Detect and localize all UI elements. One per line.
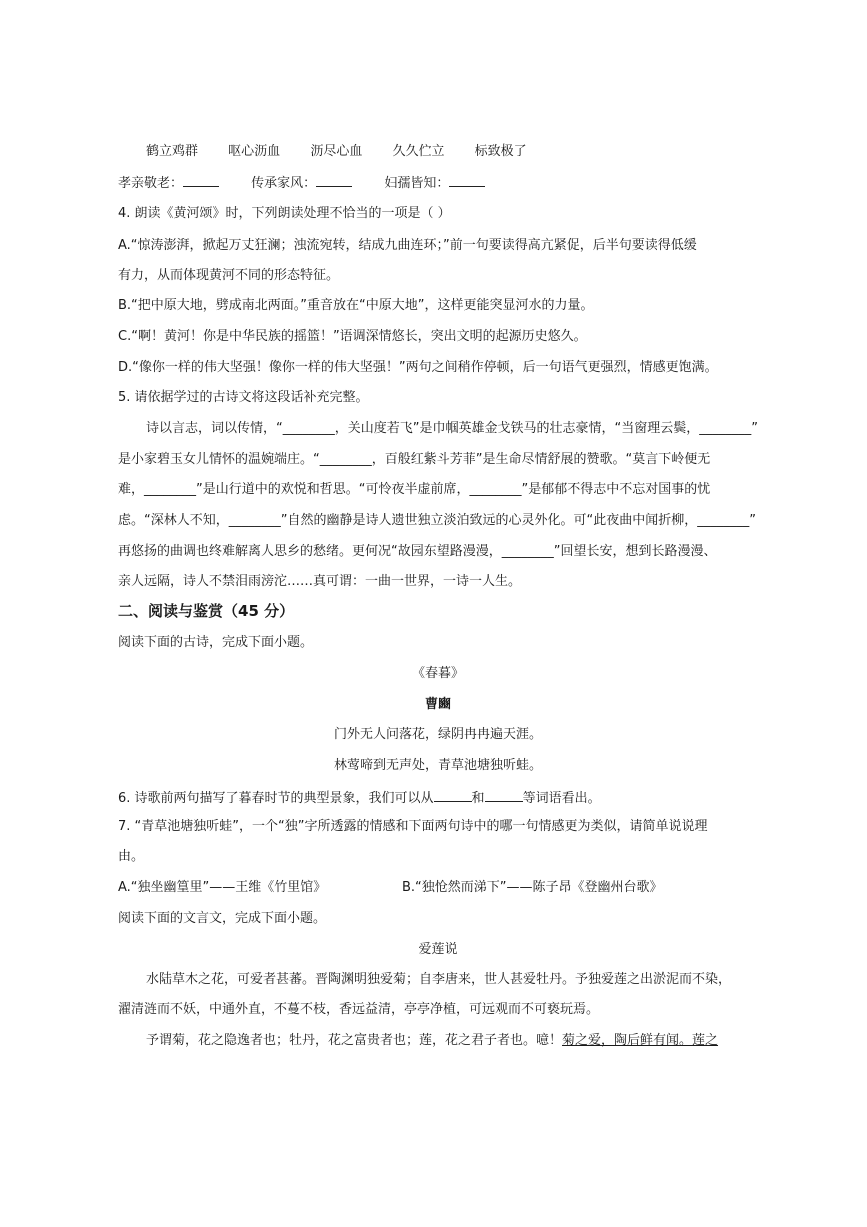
q6 [118,788,758,808]
q6-blank-2[interactable] [485,788,523,802]
prose-paragraph-1-line-2: 濯清涟而不妖，中通外直，不蔓不枝，香远益清，亭亭净植，可远观而不可亵玩焉。 [118,1002,600,1017]
q4-option-b: B.“把中原大地，劈成南北两面。”重音放在“中原大地”，这样更能突显河水的力量。 [118,298,594,313]
poem-author: 曹豳 [424,697,451,712]
fill-label-2: 传承家风： [251,176,317,191]
q6-pre: 6. 诗歌前两句描写了暮春时节的典型景象，我们可以从 [118,791,434,806]
q4-option-a-line2: 有力，从而体现黄河不同的形态特征。 [118,268,340,283]
idiom-1: 鹤立鸡群 [146,144,199,159]
fill-label-3: 妇孺皆知： [384,176,450,191]
idiom-4: 久久伫立 [392,144,445,159]
q6-mid: 和 [471,791,485,806]
q4-option-a-line1: A.“惊涛澎湃，掀起万丈狂澜；浊流宛转，结成九曲连环；”前一句要读得高亢紧促，后半句要读得低缓 [118,238,697,253]
section-2-title: 二、阅读与鉴赏（45 分） [118,602,295,620]
idiom-row [146,143,786,161]
fill-label-1: 孝亲敬老： [118,176,184,191]
q4-option-c: C.“啊！黄河！你是中华民族的摇篮！”语调深情悠长，突出文明的起源历史悠久。 [118,329,587,344]
q6-post: 等词语看出。 [522,791,601,806]
prose-p2-plain: 予谓菊，花之隐逸者也；牡丹，花之富贵者也；莲，花之君子者也。噫！ [146,1033,563,1048]
idiom-2: 呕心沥血 [228,144,281,159]
q4-option-d: D.“像你一样的伟大坚强！像你一样的伟大坚强！”两句之间稍作停顿，后一句语气更强烈，情感更饱满。 [118,360,718,375]
poem-line-2: 林莺啼到无声处，青草池塘独听蛙。 [333,758,542,773]
q7-option-a: A.“独坐幽篁里”——王维《竹里馆》 [118,880,327,895]
q5-line-3: 难，________”是山行道中的欢悦和哲思。“可怜夜半虚前席，________”是郁郁不得志中不忘对国事的忧 [118,482,711,497]
q7-line-2: 由。 [118,849,145,864]
poem-line-1: 门外无人问落花，绿阴冉冉遍天涯。 [333,727,542,742]
prose-title: 爱莲说 [418,942,458,957]
idiom-fill-row [118,174,758,193]
q7-line-1: 7. “青草池塘独听蛙”，一个“独”字所透露的情感和下面两句诗中的哪一句情感更为类似，请简单说说理 [118,819,708,834]
q5-stem: 5. 请依据学过的古诗文将这段话补充完整。 [118,390,369,405]
fill-blank-3[interactable] [449,174,485,187]
q7-option-b: B.“独怆然而涕下”——陈子昂《登幽州台歌》 [402,880,663,895]
q5-line-2: 是小家碧玉女儿情怀的温婉端庄。“________，百般红紫斗芳菲”是生命尽情舒展的赞歌。“莫言下岭便无 [118,452,711,467]
fill-blank-1[interactable] [183,174,219,187]
idiom-5: 标致极了 [474,144,527,159]
prose-intro: 阅读下面的文言文，完成下面小题。 [118,911,327,926]
prose-p2-underlined: 菊之爱，陶后鲜有闻。莲之 [562,1033,719,1048]
prose-paragraph-1-line-1: 水陆草木之花，可爱者甚蕃。晋陶渊明独爱菊；自李唐来，世人甚爱牡丹。予独爱莲之出淤泥而不染， [146,972,732,987]
q7-options [118,879,758,897]
idiom-3: 沥尽心血 [310,144,363,159]
poem-intro: 阅读下面的古诗，完成下面小题。 [118,635,314,650]
q6-blank-1[interactable] [434,788,472,802]
q4-stem: 4. 朗读《黄河颂》时，下列朗读处理不恰当的一项是（ ） [118,206,451,221]
fill-blank-2[interactable] [316,174,352,187]
q5-line-5: 再悠扬的曲调也终难解离人思乡的愁绪。更何况“故园东望路漫漫，________”回望长安，想到长路漫漫、 [118,544,717,559]
q5-line-1: 诗以言志，词以传情，“________，关山度若飞”是巾帼英雄金戈铁马的壮志豪情，“当窗理云鬓，________” [146,421,758,436]
poem-title: 《春暮》 [411,666,464,681]
q5-line-4: 虑。“深林人不知，________”自然的幽静是诗人遗世独立淡泊致远的心灵外化。可“此夜曲中闻折柳，________” [118,513,756,528]
prose-paragraph-2-line-1 [146,1032,762,1050]
q5-line-6: 亲人远隔，诗人不禁泪雨滂沱……真可谓：一曲一世界，一诗一人生。 [118,574,522,589]
